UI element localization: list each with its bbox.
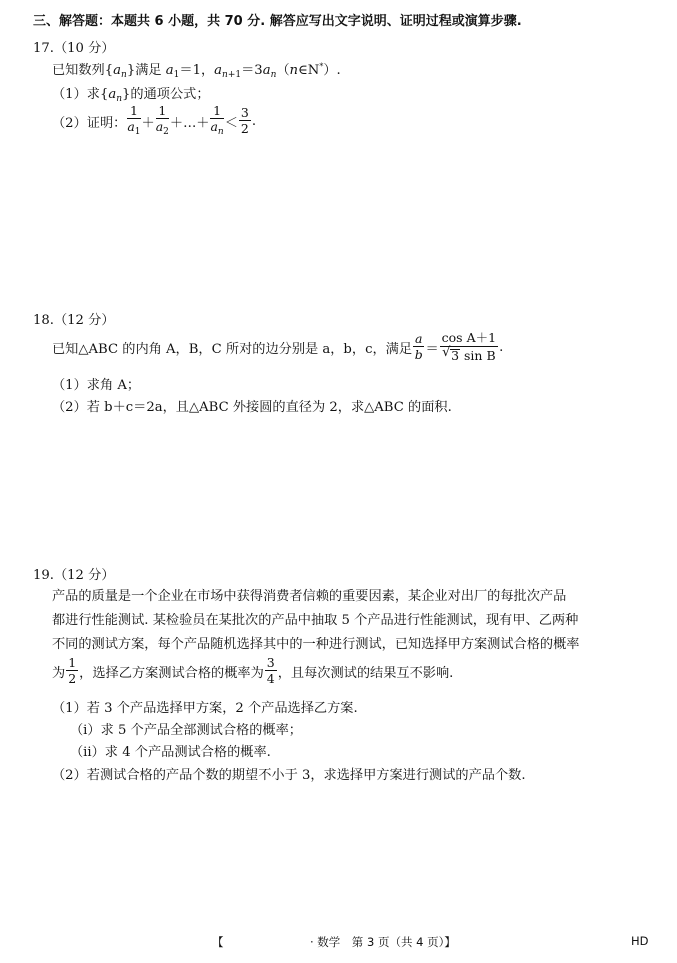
- q19-part1: （1）若 3 个产品选择甲方案，2 个产品选择乙方案.: [52, 701, 358, 716]
- q18-part2: （2）若 b＋c＝2a，且△ABC 外接圆的直径为 2，求△ABC 的面积.: [52, 400, 452, 415]
- q19-number: 19.（12 分）: [33, 568, 115, 583]
- footer-code: HD: [631, 934, 649, 948]
- fraction-a-over-b: $\frac{a}{b}$: [414, 330, 423, 362]
- q19-part2: （2）若测试合格的产品个数的期望不小于 3，求选择甲方案进行测试的产品个数.: [52, 768, 526, 783]
- q19-paragraph-line4: 为 $\frac{1}{2}$ ，选择乙方案测试合格的概率为 $\frac{3}{4}$ ，且每次测试的结果互不影响.: [52, 654, 454, 686]
- fraction-rhs: cos A＋1 √ 3 sin B: [441, 330, 497, 363]
- q19-part1-ii: （ⅱ）求 4 个产品测试合格的概率.: [70, 745, 271, 760]
- q17-part1: （1）求$\{a_n\}$的通项公式；: [52, 87, 210, 104]
- q18-part1: （1）求角 A；: [52, 378, 141, 393]
- q17-condition: 已知数列$\{a_n\}$满足 $a_1=1$，$a_{n+1}=3a_n(n\in N^*)$.: [52, 62, 341, 80]
- footer-page-info: · 数学 第 3 页（共 4 页）】: [310, 935, 456, 949]
- q17-part2: （2）证明： $\frac{1}{a_1}$ ＋ $\frac{1}{a_2}$ ＋…＋ $\frac{1}{a_n}$ ＜ $\frac{3}{2}$ .: [52, 102, 257, 138]
- q19-part1-i: （ⅰ）求 5 个产品全部测试合格的概率；: [70, 723, 302, 738]
- q18-condition: 已知△ABC 的内角 A，B，C 所对的边分别是 a，b，c，满足 $\frac{a}{b}$ ＝ cos A＋1 √ 3 sin B .: [52, 330, 504, 363]
- footer-left-bracket: 【: [212, 935, 224, 949]
- q18-number: 18.（12 分）: [33, 313, 115, 328]
- section-heading: 三、解答题：本题共 6 小题，共 70 分. 解答应写出文字说明、证明过程或演算步骤.: [33, 14, 522, 29]
- q17-number: 17.（10 分）: [33, 41, 115, 56]
- q19-paragraph-line2: 都进行性能测试. 某检验员在某批次的产品中抽取 5 个产品进行性能测试，现有甲、乙两种: [52, 613, 579, 628]
- q19-paragraph-line3: 不同的测试方案，每个产品随机选择其中的一种进行测试，已知选择甲方案测试合格的概率: [52, 637, 580, 652]
- q19-paragraph-line1: 产品的质量是一个企业在市场中获得消费者信赖的重要因素，某企业对出厂的每批次产品: [52, 589, 567, 604]
